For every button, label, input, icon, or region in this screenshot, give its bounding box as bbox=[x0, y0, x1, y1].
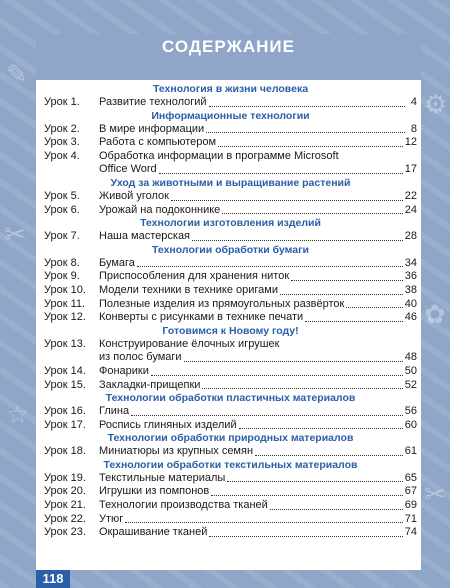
toc-entry bbox=[44, 338, 417, 365]
section-heading: Технологии обработки природных материалов bbox=[107, 432, 354, 445]
lesson-page: 4 bbox=[410, 96, 417, 108]
dot-leader bbox=[209, 106, 405, 107]
lesson-title: Приспособления для хранения ниток bbox=[99, 270, 290, 283]
dot-leader bbox=[125, 522, 402, 523]
lesson-text bbox=[99, 311, 405, 325]
lesson-text bbox=[99, 204, 405, 218]
lesson-label bbox=[44, 513, 99, 527]
lesson-number: 12. bbox=[70, 311, 86, 324]
lesson-title: Бумага bbox=[99, 256, 135, 269]
section-heading: Уход за животными и выращивание растений bbox=[110, 176, 351, 189]
lesson-label bbox=[44, 257, 99, 271]
lesson-label bbox=[44, 485, 99, 499]
dot-leader bbox=[171, 200, 403, 201]
section-heading: Технологии обработки бумаги bbox=[152, 243, 309, 256]
lesson-title: Миниатюры из крупных семян bbox=[99, 445, 254, 458]
dot-leader bbox=[184, 361, 403, 362]
lesson-page: 46 bbox=[404, 311, 417, 324]
section-heading: Готовимся к Новому году! bbox=[162, 324, 299, 337]
lesson-word: Урок bbox=[44, 203, 68, 216]
lesson-title-continued: Office Word bbox=[99, 163, 157, 176]
lesson-word: Урок bbox=[44, 283, 68, 296]
page-title: СОДЕРЖАНИЕ bbox=[162, 37, 295, 56]
lesson-text bbox=[99, 419, 405, 433]
lesson-page: 40 bbox=[404, 297, 417, 310]
lesson-number: 17. bbox=[70, 418, 86, 431]
lesson-label bbox=[44, 204, 99, 218]
lesson-title: Полезные изделия из прямоугольных развёрток bbox=[99, 297, 345, 310]
lesson-word: Урок bbox=[44, 418, 68, 431]
toc-entry bbox=[44, 405, 417, 419]
lesson-page: 48 bbox=[404, 351, 417, 364]
lesson-text bbox=[99, 190, 405, 204]
lesson-text bbox=[99, 284, 405, 298]
section-heading: Технологии изготовления изделий bbox=[140, 217, 321, 230]
lesson-label bbox=[44, 311, 99, 325]
lesson-text bbox=[99, 123, 407, 137]
dot-leader bbox=[209, 536, 402, 537]
lesson-title: Модели техники в технике оригами bbox=[99, 283, 278, 296]
lesson-title: Фонарики bbox=[99, 364, 149, 377]
toc-entry-continuation bbox=[44, 163, 417, 177]
lesson-title: Игрушки из помпонов bbox=[99, 485, 210, 498]
dot-leader bbox=[206, 132, 405, 133]
lesson-page: 17 bbox=[404, 163, 417, 176]
toc-entry bbox=[44, 365, 417, 379]
lesson-word: Урок bbox=[44, 499, 68, 512]
lesson-word: Урок bbox=[44, 485, 68, 498]
toc-entry bbox=[44, 298, 417, 312]
lesson-title: В мире информации bbox=[99, 122, 205, 135]
lesson-number: 18. bbox=[70, 445, 86, 458]
toc-entry bbox=[44, 136, 417, 150]
lesson-title: Роспись глиняных изделий bbox=[99, 418, 237, 431]
lesson-text bbox=[99, 365, 405, 379]
lesson-word: Урок bbox=[44, 445, 68, 458]
lesson-page: 61 bbox=[404, 445, 417, 458]
scissors-doodle-icon: ✂ bbox=[424, 480, 446, 510]
lesson-title: Текстильные материалы bbox=[99, 471, 226, 484]
lesson-title: Работа с компьютером bbox=[99, 136, 217, 149]
toc-entry bbox=[44, 96, 417, 110]
lesson-text bbox=[99, 379, 405, 393]
lesson-text bbox=[99, 298, 405, 312]
lesson-text bbox=[99, 270, 405, 284]
lesson-page: 28 bbox=[404, 230, 417, 243]
lesson-title: Обработка информации в программе Microsoft bbox=[99, 149, 339, 162]
lesson-page: 60 bbox=[404, 418, 417, 431]
toc-entry-line bbox=[44, 150, 417, 164]
lesson-label bbox=[44, 365, 99, 379]
lesson-page: 8 bbox=[410, 122, 417, 135]
lesson-word: Урок bbox=[44, 189, 68, 202]
lesson-word: Урок bbox=[44, 96, 68, 108]
lesson-title: Живой уголок bbox=[99, 189, 169, 202]
toc-entry bbox=[44, 257, 417, 271]
toc-entry bbox=[44, 526, 417, 540]
lesson-page: 34 bbox=[404, 256, 417, 269]
dot-leader bbox=[211, 495, 403, 496]
section-heading: Технологии обработки пластичных материалов bbox=[105, 392, 356, 405]
lesson-label bbox=[44, 298, 99, 312]
dot-leader bbox=[151, 375, 403, 376]
lesson-word: Урок bbox=[44, 122, 68, 135]
lesson-number: 20. bbox=[70, 485, 86, 498]
table-of-contents bbox=[44, 83, 417, 540]
lesson-page: 52 bbox=[404, 378, 417, 391]
lesson-number: 9. bbox=[70, 270, 80, 283]
dot-leader bbox=[192, 240, 403, 241]
lesson-label bbox=[44, 379, 99, 393]
dot-leader bbox=[131, 415, 403, 416]
lesson-label bbox=[44, 270, 99, 284]
lesson-number: 13. bbox=[70, 337, 86, 350]
lesson-number: 15. bbox=[70, 378, 86, 391]
toc-entry bbox=[44, 284, 417, 298]
toc-entry bbox=[44, 311, 417, 325]
lesson-number: 6. bbox=[70, 203, 80, 216]
contents-page bbox=[36, 34, 421, 570]
lesson-word: Урок bbox=[44, 297, 68, 310]
section-heading: Информационные технологии bbox=[151, 109, 310, 122]
lesson-word: Урок bbox=[44, 136, 68, 149]
dot-leader bbox=[305, 321, 403, 322]
dot-leader bbox=[270, 509, 403, 510]
lesson-label bbox=[44, 190, 99, 204]
toc-entry bbox=[44, 190, 417, 204]
toc-entry bbox=[44, 204, 417, 218]
lesson-page: 36 bbox=[404, 270, 417, 283]
lesson-page: 38 bbox=[404, 283, 417, 296]
lesson-word: Урок bbox=[44, 230, 68, 243]
lesson-label bbox=[44, 96, 99, 110]
lesson-text bbox=[99, 136, 405, 150]
toc-entry bbox=[44, 485, 417, 499]
lesson-text bbox=[99, 472, 405, 486]
lesson-text bbox=[99, 445, 405, 459]
dot-leader bbox=[346, 307, 402, 308]
toc-entry bbox=[44, 472, 417, 486]
toc-entry bbox=[44, 513, 417, 527]
section-heading: Технологии обработки текстильных материалов bbox=[103, 458, 358, 471]
lesson-label bbox=[44, 136, 99, 150]
lesson-word: Урок bbox=[44, 526, 68, 539]
lesson-label bbox=[44, 419, 99, 433]
lesson-page: 12 bbox=[404, 136, 417, 149]
star-doodle-icon: ☆ bbox=[6, 400, 30, 430]
lesson-number: 7. bbox=[70, 230, 80, 243]
lesson-number: 1. bbox=[70, 96, 80, 108]
toc-entry bbox=[44, 270, 417, 284]
lesson-text bbox=[99, 485, 405, 499]
lesson-number: 23. bbox=[70, 526, 86, 539]
lesson-page: 69 bbox=[404, 499, 417, 512]
dot-leader bbox=[255, 455, 403, 456]
lesson-text bbox=[99, 499, 405, 513]
lesson-page: 65 bbox=[404, 471, 417, 484]
flower-doodle-icon: ✿ bbox=[424, 300, 446, 330]
toc-entry-continuation bbox=[44, 351, 417, 365]
toc-entry bbox=[44, 379, 417, 393]
lesson-title: Закладки-прищепки bbox=[99, 378, 201, 391]
lesson-number: 16. bbox=[70, 405, 86, 418]
lesson-number: 10. bbox=[70, 283, 86, 296]
lesson-label bbox=[44, 338, 99, 352]
lesson-page: 74 bbox=[404, 526, 417, 539]
dot-leader bbox=[291, 280, 403, 281]
lesson-label bbox=[44, 405, 99, 419]
lesson-number: 11. bbox=[70, 297, 86, 310]
lesson-title: Конструирование ёлочных игрушек bbox=[99, 337, 280, 350]
lesson-number: 19. bbox=[70, 471, 86, 484]
dot-leader bbox=[137, 266, 403, 267]
lesson-text bbox=[99, 513, 405, 527]
lesson-number: 4. bbox=[70, 149, 80, 162]
lesson-title: Конверты с рисунками в технике печати bbox=[99, 311, 304, 324]
lesson-word: Урок bbox=[44, 364, 68, 377]
lesson-number: 21. bbox=[70, 499, 86, 512]
lesson-label bbox=[44, 526, 99, 540]
lesson-label bbox=[44, 150, 99, 164]
lesson-number: 22. bbox=[70, 512, 86, 525]
lesson-title: Глина bbox=[99, 405, 130, 418]
dot-leader bbox=[218, 146, 403, 147]
lesson-title: Окрашивание тканей bbox=[99, 526, 208, 539]
lesson-text bbox=[99, 96, 407, 110]
lesson-number: 5. bbox=[70, 189, 80, 202]
lesson-label bbox=[44, 499, 99, 513]
toc-entry bbox=[44, 230, 417, 244]
pencil-doodle-icon: ✎ bbox=[6, 60, 28, 90]
lesson-word: Урок bbox=[44, 149, 68, 162]
lesson-number: 3. bbox=[70, 136, 80, 149]
toc-entry bbox=[44, 150, 417, 177]
lesson-page: 50 bbox=[404, 364, 417, 377]
section-heading: Технология в жизни человека bbox=[152, 83, 309, 95]
dot-leader bbox=[222, 213, 402, 214]
dot-leader bbox=[159, 173, 403, 174]
lesson-text bbox=[99, 257, 405, 271]
dot-leader bbox=[239, 428, 403, 429]
lesson-number: 8. bbox=[70, 256, 80, 269]
lesson-number: 14. bbox=[70, 364, 86, 377]
lesson-label bbox=[44, 230, 99, 244]
lesson-title: Урожай на подоконнике bbox=[99, 203, 221, 216]
toc-entry bbox=[44, 445, 417, 459]
toc-entry bbox=[44, 419, 417, 433]
scissors-doodle-icon: ✂ bbox=[4, 220, 26, 250]
toc-entry bbox=[44, 123, 417, 137]
lesson-word: Урок bbox=[44, 311, 68, 324]
lesson-page: 67 bbox=[404, 485, 417, 498]
lesson-title: Утюг bbox=[99, 512, 124, 525]
lesson-text bbox=[99, 230, 405, 244]
gear-doodle-icon: ⚙ bbox=[424, 90, 448, 120]
dot-leader bbox=[227, 481, 402, 482]
lesson-page: 56 bbox=[404, 405, 417, 418]
lesson-word: Урок bbox=[44, 270, 68, 283]
dot-leader bbox=[202, 388, 402, 389]
lesson-word: Урок bbox=[44, 471, 68, 484]
lesson-page: 24 bbox=[404, 203, 417, 216]
lesson-word: Урок bbox=[44, 378, 68, 391]
lesson-title: Наша мастерская bbox=[99, 230, 191, 243]
lesson-page: 71 bbox=[404, 512, 417, 525]
lesson-label bbox=[44, 123, 99, 137]
toc-entry bbox=[44, 499, 417, 513]
lesson-title-continued: из полос бумаги bbox=[99, 351, 182, 364]
lesson-title: Технологии производства тканей bbox=[99, 499, 268, 512]
lesson-title: Развитие технологий bbox=[99, 96, 207, 108]
lesson-label bbox=[44, 472, 99, 486]
lesson-word: Урок bbox=[44, 337, 68, 350]
lesson-label bbox=[44, 445, 99, 459]
lesson-label bbox=[44, 284, 99, 298]
dot-leader bbox=[280, 294, 403, 295]
page-number: 118 bbox=[36, 570, 70, 588]
toc-entry-line bbox=[44, 338, 417, 352]
lesson-text bbox=[99, 405, 405, 419]
lesson-word: Урок bbox=[44, 256, 68, 269]
lesson-text bbox=[99, 526, 405, 540]
lesson-word: Урок bbox=[44, 405, 68, 418]
lesson-word: Урок bbox=[44, 512, 68, 525]
lesson-number: 2. bbox=[70, 122, 80, 135]
lesson-page: 22 bbox=[404, 189, 417, 202]
